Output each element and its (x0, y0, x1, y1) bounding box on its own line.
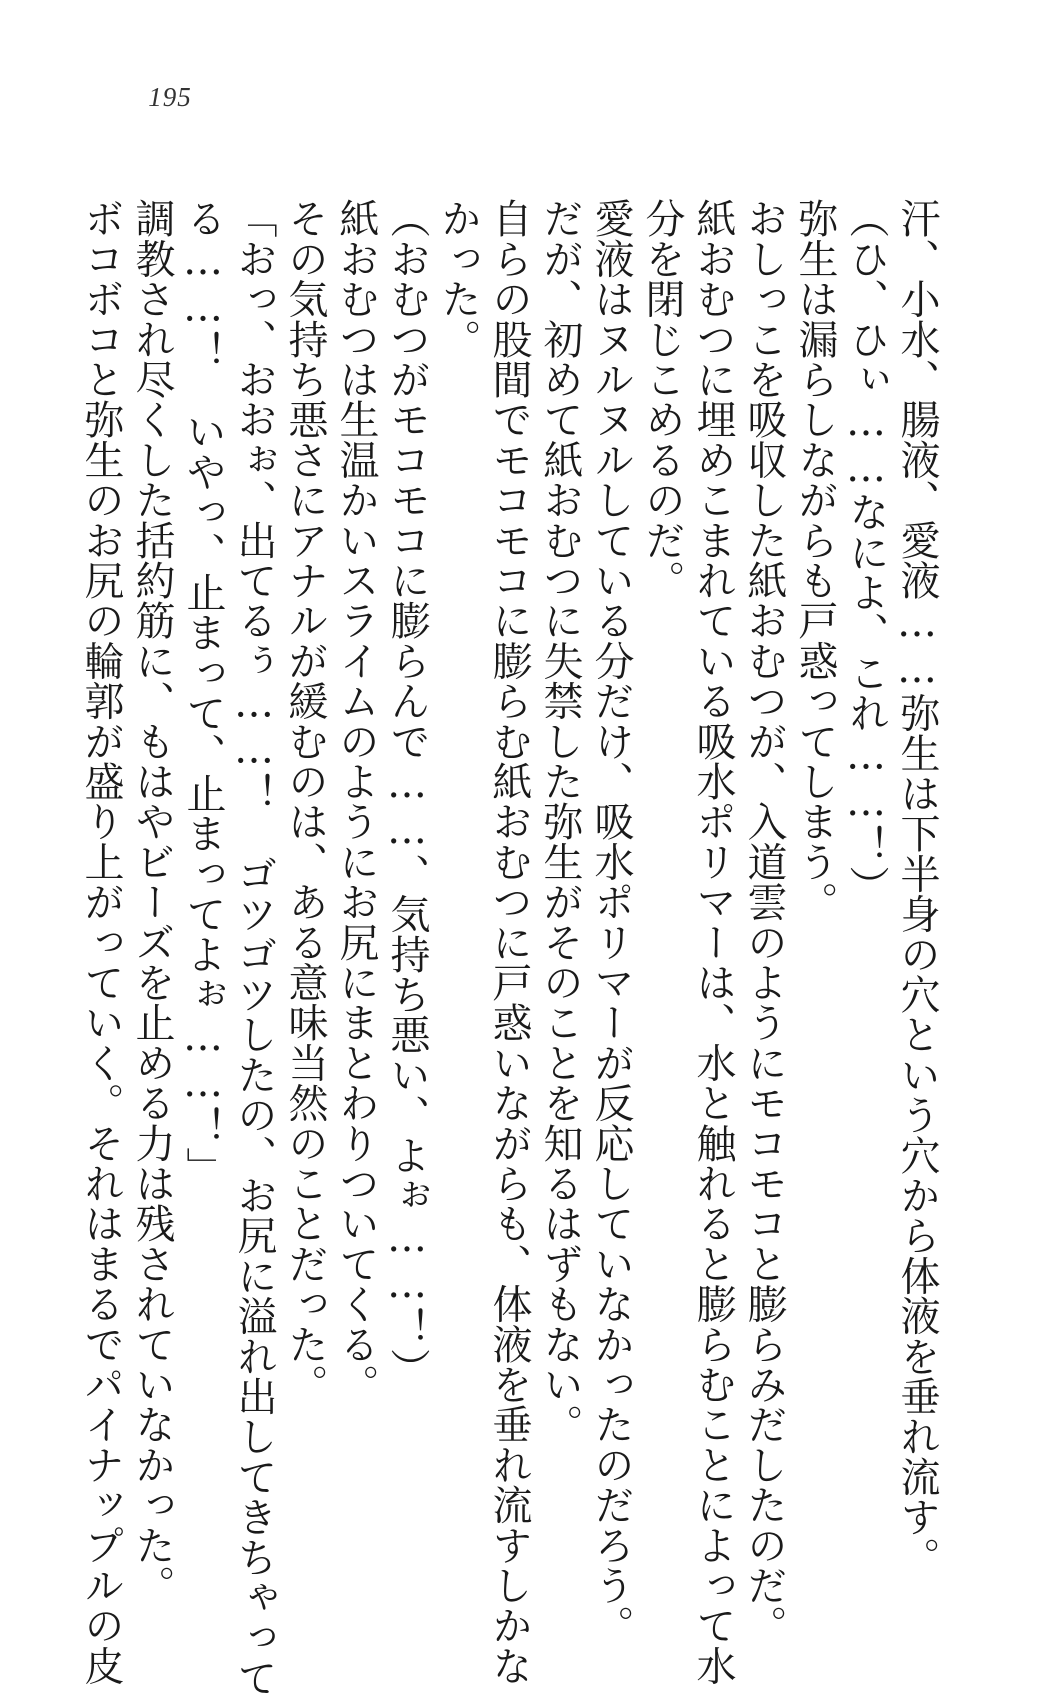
text-line: 自らの股間でモコモコに膨らむ紙おむつに戸惑いながらも、体液を垂れ流すしかな (486, 198, 532, 1686)
text-line: る……！ いやっ、止まって、止まってよぉ……！」 (180, 198, 226, 1187)
text-line: 紙おむつは生温かいスライムのようにお尻にまとわりついてくる。 (333, 198, 379, 1404)
text-line: ボコボコと弥生のお尻の輪郭が盛り上がっていく。それはまるでパイナップルの皮 (78, 198, 124, 1686)
text-line: 分を閉じこめるのだ。 (639, 198, 685, 600)
page-number: 195 (148, 82, 192, 112)
text-line: だが、初めて紙おむつに失禁した弥生がそのことを知るはずもない。 (537, 198, 583, 1445)
novel-body-text (75, 198, 942, 1697)
text-line: 「おっ、おおぉ、出てるぅ……！ ゴツゴツしたの、お尻に溢れ出してきちゃって (231, 198, 277, 1697)
text-line: その気持ち悪さにアナルが緩むのは、ある意味当然のことだった。 (282, 198, 328, 1404)
text-line: 汗、小水、腸液、愛液……弥生は下半身の穴という穴から体液を垂れ流す。 (894, 198, 940, 1577)
text-line: （おむつがモコモコに膨らんで……、気持ち悪い、よぉ……！） (384, 198, 430, 1388)
text-line: かった。 (435, 198, 481, 359)
text-line: （ひ、ひぃ……なによ、これ……！） (843, 198, 889, 906)
text-line: 調教され尽くした括約筋に、もはやビーズを止める力は残されていなかった。 (129, 198, 175, 1605)
text-line: 弥生は漏らしながらも戸惑ってしまう。 (792, 198, 838, 922)
text-line: 紙おむつに埋めこまれている吸水ポリマーは、水と触れると膨らむことによって水 (690, 198, 736, 1686)
text-line: おしっこを吸収した紙おむつが、入道雲のようにモコモコと膨らみだしたのだ。 (741, 198, 787, 1646)
text-line: 愛液はヌルヌルしている分だけ、吸水ポリマーが反応していなかったのだろう。 (588, 198, 634, 1646)
